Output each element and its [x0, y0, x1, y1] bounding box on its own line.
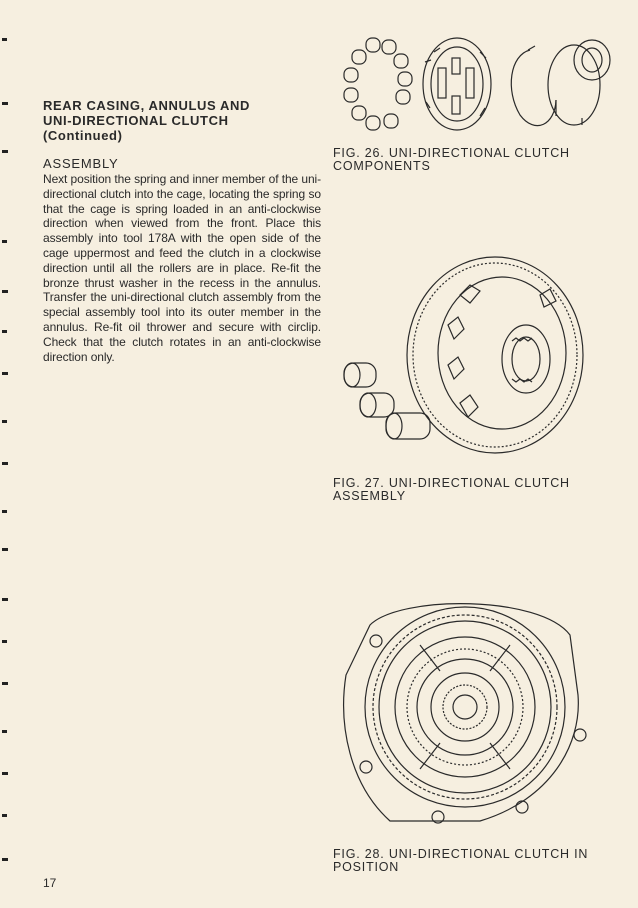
- binding-hole-marks: [0, 0, 14, 908]
- inner-member: [548, 40, 610, 125]
- assembly-instructions: Next position the spring and inner member of the uni-directional clutch into the cage, locating the spring so that the cage is spring loaded in an anti-clockwise direction when viewed from the front. Place this assembly into tool 178A with the open side of the cage uppermost and feed the clutch in a clockwise direction until all the rollers are in place. Re-fit the bronze thrust washer in the recess in the annulus. Transfer the uni-directional clutch assembly from the special assembly tool into its outer member in the annulus. Re-fit oil thrower and secure with circlip. Check that the clutch rotates in an anti-clockwise direction only.: [43, 172, 321, 364]
- figure-28-caption: FIG. 28. UNI-DIRECTIONAL CLUTCH IN POSITION: [333, 847, 589, 874]
- page-number: 17: [43, 876, 57, 890]
- circlip: [511, 46, 556, 126]
- roller-ring: [344, 38, 412, 130]
- section-title: REAR CASING, ANNULUS AND UNI-DIRECTIONAL CLUTCH (Continued): [43, 98, 250, 143]
- clutch-in-position-drawing: [330, 585, 600, 835]
- assembly-heading: ASSEMBLY: [43, 156, 119, 171]
- clutch-cage: [423, 38, 491, 130]
- figure-27-caption: FIG. 27. UNI-DIRECTIONAL CLUTCH ASSEMBLY: [333, 476, 570, 503]
- clutch-assembly-drawing: [330, 255, 590, 465]
- figure-26-caption: FIG. 26. UNI-DIRECTIONAL CLUTCH COMPONENTS: [333, 146, 570, 173]
- clutch-components-drawing: [330, 30, 620, 140]
